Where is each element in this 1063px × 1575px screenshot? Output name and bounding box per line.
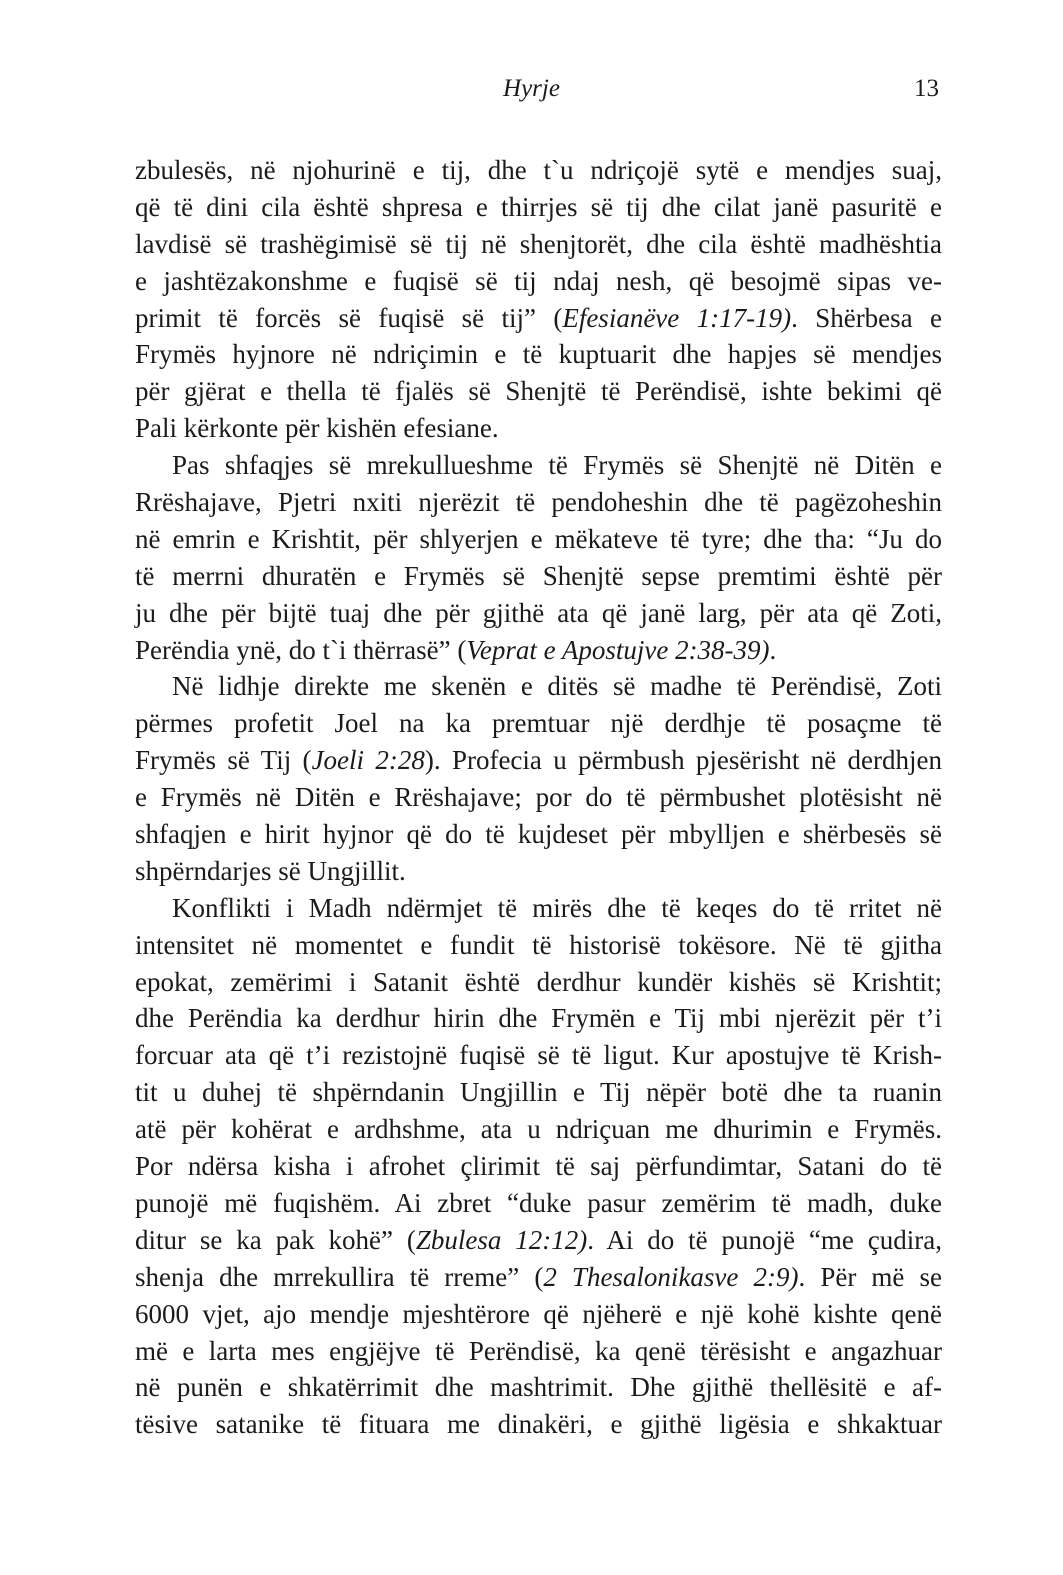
text-run: që të dini cila është shpresa e thirrjes së tij dhe cilat janë pasuritë e — [135, 191, 942, 222]
text-run: ju dhe për bijtë tuaj dhe për gjithë ata që janë larg, për ata që Zoti, — [135, 597, 942, 628]
text-run: në punën e shkatërrimit dhe mashtrimit. Dhe gjithë thellësitë e af- — [135, 1372, 942, 1403]
text-line — [135, 890, 942, 927]
paragraph — [135, 152, 942, 447]
text-run: . — [769, 634, 777, 665]
text-line — [135, 300, 942, 337]
text-run: Konflikti i Madh ndërmjet të mirës dhe të keqes do të rritet në — [172, 892, 942, 923]
text-run: forcuar ata që t’i rezistojnë fuqisë së të ligut. Kur apostujve të Krish- — [135, 1040, 942, 1071]
text-line — [135, 668, 942, 705]
text-run: më e larta mes engjëjve të Perëndisë, ka qenë tërësisht e angazhuar — [135, 1335, 942, 1366]
scripture-reference: Zbulesa 12:12) — [415, 1224, 588, 1255]
text-line — [135, 336, 942, 373]
text-line — [135, 853, 942, 890]
text-line — [135, 484, 942, 521]
text-line — [135, 558, 942, 595]
text-run: të merrni dhuratën e Frymës së Shenjtë sepse premtimi është për — [135, 560, 942, 591]
text-line — [135, 1037, 942, 1074]
text-line — [135, 226, 942, 263]
text-run: e Frymës në Ditën e Rrëshajave; por do të përmbushet plotësisht në — [135, 782, 942, 813]
text-run: intensitet në momentet e fundit të historisë tokësore. Në të gjitha — [135, 929, 942, 960]
text-run: zbulesës, në njohurinë e tij, dhe t`u ndriçojë sytë e mendjes suaj, — [135, 155, 942, 185]
text-line — [135, 1111, 942, 1148]
page-number: 13 — [914, 75, 939, 102]
text-line — [135, 152, 942, 189]
text-run: tësive satanike të fituara me dinakëri, e gjithë ligësia e shkaktuar — [135, 1409, 942, 1440]
text-run: Rrëshajave, Pjetri nxiti njerëzit të pendoheshin dhe të pagëzoheshin — [135, 487, 942, 518]
scripture-reference: Efesianëve 1:17-19) — [562, 302, 792, 333]
text-line — [135, 1074, 942, 1111]
text-line — [135, 1185, 942, 1222]
text-run: Pali kërkonte për kishën efesiane. — [135, 413, 499, 444]
scripture-reference: 2 Thesalonikasve 2:9) — [543, 1261, 799, 1292]
text-line — [135, 189, 942, 226]
text-run: . Ai do të punojë “me çudira, — [587, 1224, 942, 1255]
text-run: në emrin e Krishtit, për shlyerjen e mëkateve të tyre; dhe tha: “Ju do — [135, 523, 942, 554]
text-line — [135, 742, 942, 779]
text-line — [135, 927, 942, 964]
text-run: . Për më se — [798, 1261, 943, 1292]
scripture-reference: Veprat e Apostujve 2:38-39) — [466, 634, 770, 665]
text-run: Frymës hyjnore në ndriçimin e të kuptuarit dhe hapjes së mendjes — [135, 339, 942, 370]
text-run: ditur se ka pak kohë” ( — [135, 1224, 416, 1255]
text-run: Frymës së Tij ( — [135, 745, 312, 776]
running-title: Hyrje — [503, 75, 560, 102]
text-line — [135, 595, 942, 632]
text-run: tit u duhej të shpërndanin Ungjillin e Tij nëpër botë dhe ta ruanin — [135, 1077, 942, 1108]
text-run: primit të forcës së fuqisë së tij” ( — [135, 302, 563, 333]
body-text — [135, 152, 942, 1443]
text-line — [135, 1406, 942, 1443]
text-line — [135, 1259, 942, 1296]
text-line — [135, 1222, 942, 1259]
text-line — [135, 521, 942, 558]
text-line — [135, 1296, 942, 1333]
text-run: atë për kohërat e ardhshme, ata u ndriçuan me dhurimin e Frymës. — [135, 1114, 942, 1145]
text-line — [135, 447, 942, 484]
text-run: Në lidhje direkte me skenën e ditës së madhe të Perëndisë, Zoti — [172, 671, 942, 702]
text-line — [135, 964, 942, 1001]
text-run: përmes profetit Joel na ka premtuar një derdhje të posaçme të — [135, 708, 942, 739]
text-run: e jashtëzakonshme e fuqisë së tij ndaj nesh, që besojmë sipas ve- — [135, 265, 942, 296]
text-run: epokat, zemërimi i Satanit është derdhur kundër kishës së Krishtit; — [135, 966, 942, 997]
text-run: lavdisë së trashëgimisë së tij në shenjtorët, dhe cila është madhështia — [135, 228, 942, 259]
paragraph — [135, 447, 942, 668]
text-run: dhe Perëndia ka derdhur hirin dhe Frymën e Tij mbi njerëzit për t’i — [135, 1003, 942, 1034]
text-run: për gjërat e thella të fjalës së Shenjtë të Perëndisë, ishte bekimi që — [135, 376, 942, 407]
text-line — [135, 263, 942, 300]
text-run: shfaqjen e hirit hyjnor që do të kujdeset për mbylljen e shërbesës së — [135, 819, 942, 850]
text-run: shenja dhe mrrekullira të rreme” ( — [135, 1261, 544, 1292]
text-run: shpërndarjes së Ungjillit. — [135, 855, 406, 886]
scripture-reference: Joeli 2:28 — [311, 745, 425, 776]
running-header — [0, 72, 1063, 106]
text-run: Perëndia ynë, do t`i thërrasë” ( — [135, 634, 467, 665]
text-line — [135, 816, 942, 853]
text-line — [135, 1148, 942, 1185]
text-line — [135, 632, 942, 669]
text-line — [135, 1369, 942, 1406]
text-line — [135, 1333, 942, 1370]
paragraph — [135, 890, 942, 1443]
text-run: punojë më fuqishëm. Ai zbret “duke pasur zemërim të madh, duke — [135, 1187, 942, 1218]
text-line — [135, 410, 942, 447]
text-run: Pas shfaqjes së mrekullueshme të Frymës së Shenjtë në Ditën e — [172, 450, 942, 481]
text-run: Por ndërsa kisha i afrohet çlirimit të saj përfundimtar, Satani do të — [135, 1151, 942, 1182]
text-line — [135, 705, 942, 742]
text-line — [135, 779, 942, 816]
text-line — [135, 373, 942, 410]
paragraph — [135, 668, 942, 889]
text-run: . Shërbesa e — [791, 302, 942, 333]
text-line — [135, 1000, 942, 1037]
text-run: 6000 vjet, ajo mendje mjeshtërore që njëherë e një kohë kishte qenë — [135, 1298, 942, 1329]
text-run: ). Profecia u përmbush pjesërisht në derdhjen — [424, 745, 942, 776]
